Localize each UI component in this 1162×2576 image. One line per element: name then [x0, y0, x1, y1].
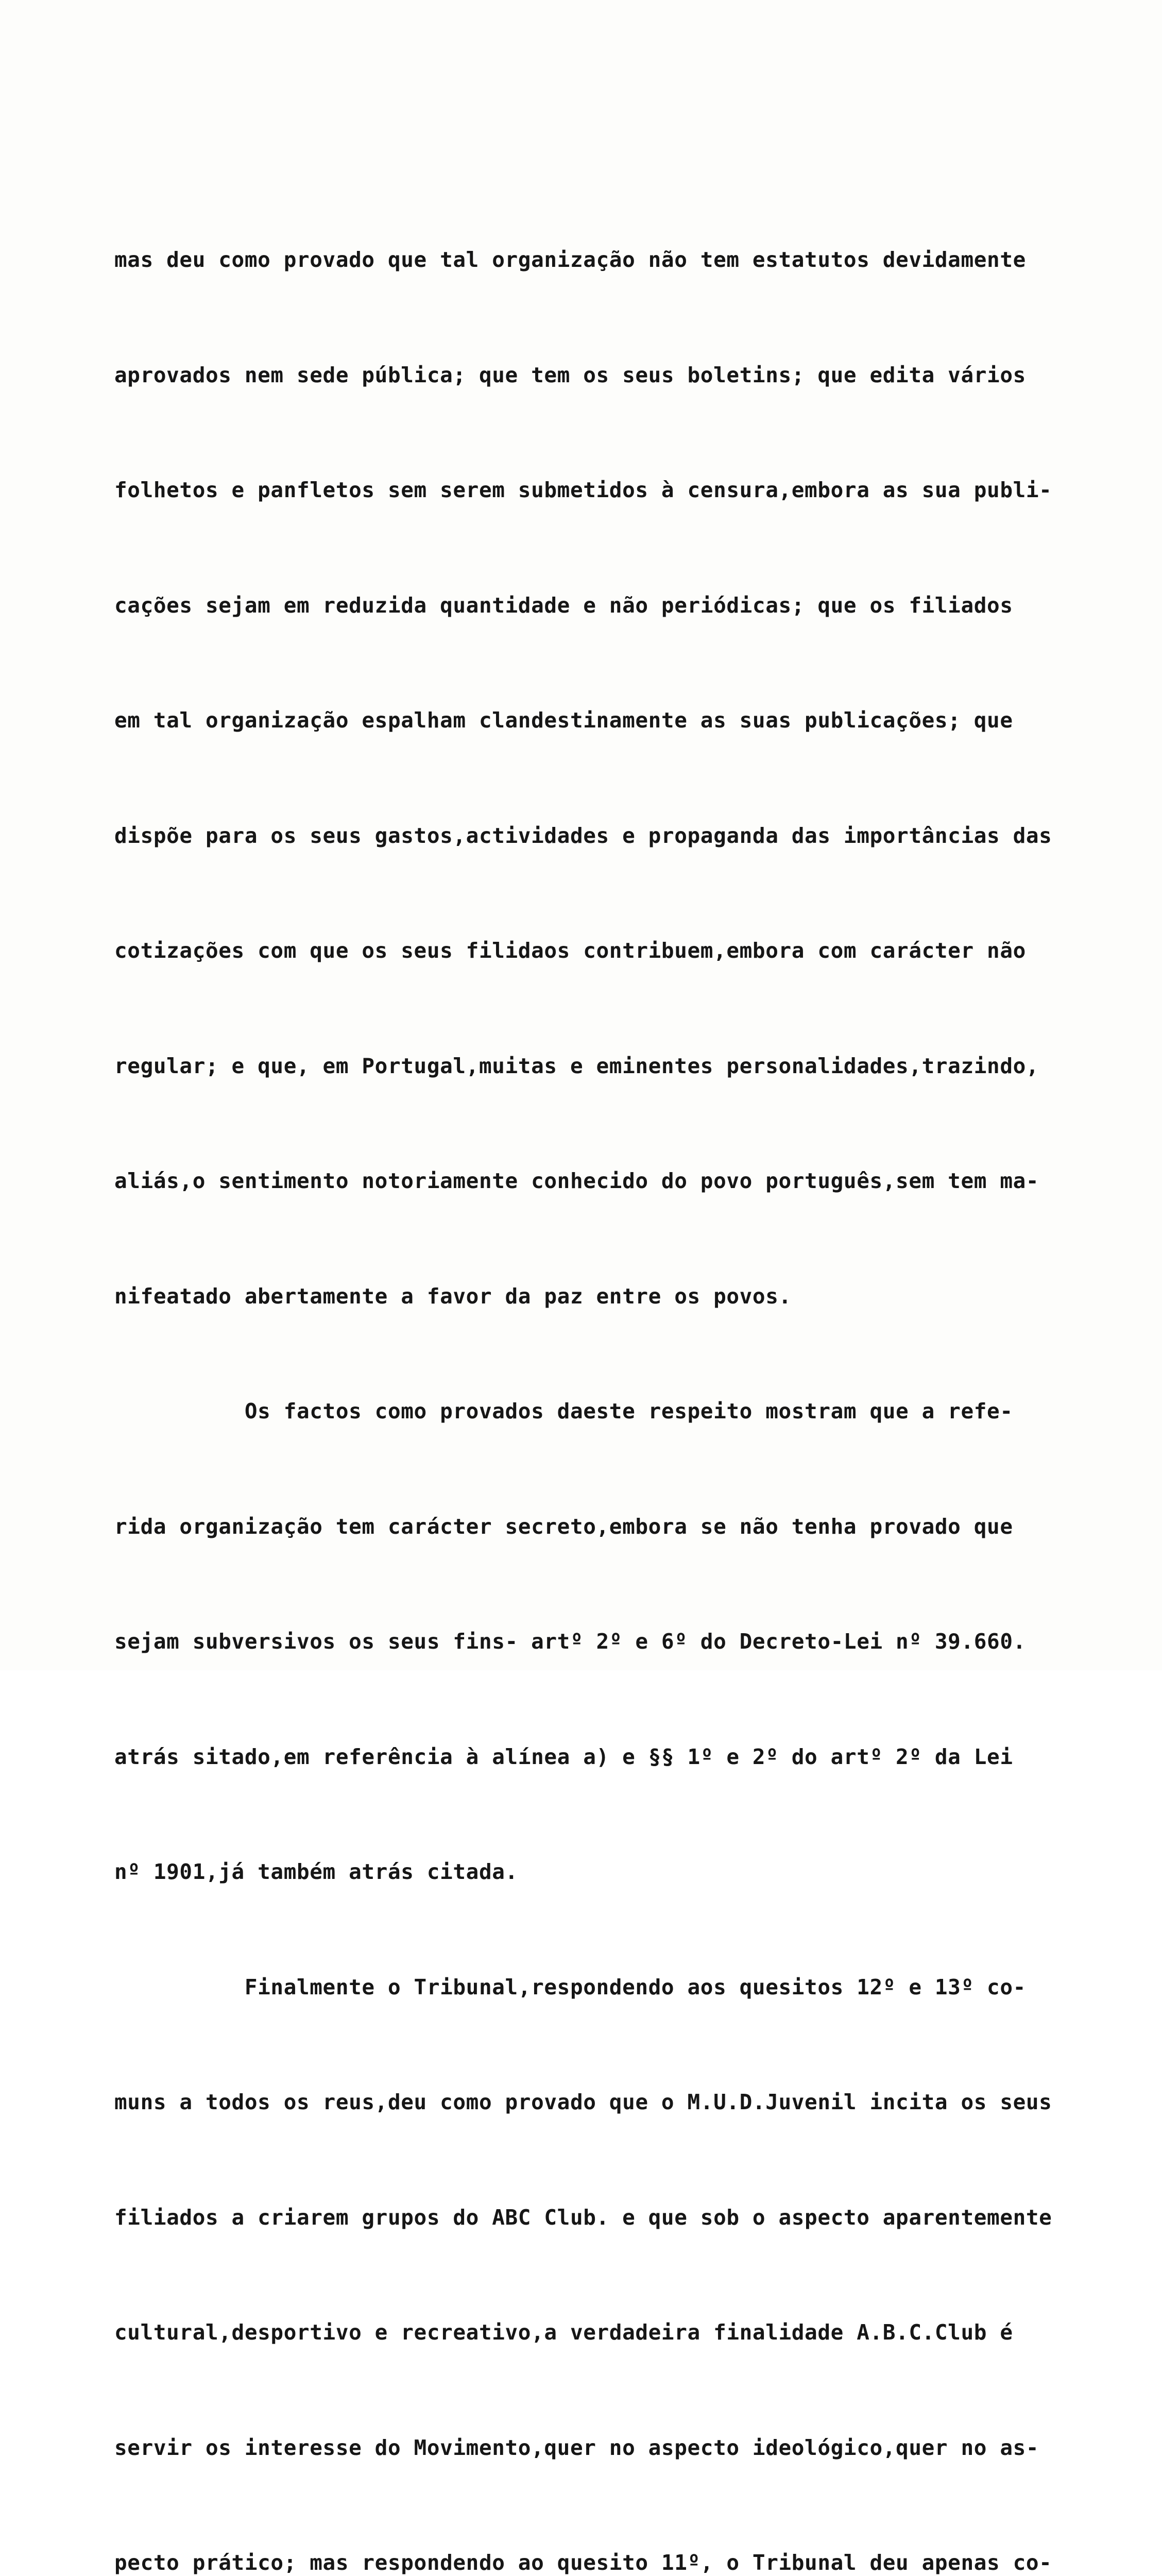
text-line: em tal organização espalham clandestinamente as suas publicações; que [114, 708, 1013, 733]
text-line: sejam subversivos os seus fins- artº 2º e 6º do Decreto-Lei nº 39.660. [114, 1629, 1026, 1654]
text-line: nº 1901,já também atrás citada. [114, 1859, 518, 1884]
text-line: nifeatado abertamente a favor da paz entre os povos. [114, 1283, 792, 1309]
text-line: aprovados nem sede pública; que tem os seus boletins; que edita vários [114, 362, 1026, 387]
text-line: cações sejam em reduzida quantidade e não periódicas; que os filiados [114, 592, 1013, 618]
text-line: Os factos como provados daeste respeito mostram que a refe- [114, 1399, 1013, 1423]
text-line: muns a todos os reus,deu como provado que o M.U.D.Juvenil incita os seus [114, 2090, 1052, 2114]
text-line: mas deu como provado que tal organização não tem estatutos devidamente [114, 247, 1026, 272]
text-line: filiados a criarem grupos do ABC Club. e que sob o aspecto aparentemente [114, 2205, 1052, 2230]
text-line: pecto prático; mas respondendo ao quesito 11º, o Tribunal deu apenas co- [114, 2550, 1052, 2575]
typewritten-text [114, 164, 1103, 2576]
text-line: servir os interesse do Movimento,quer no aspecto ideológico,quer no as- [114, 2435, 1039, 2460]
text-line: regular; e que, em Portugal,muitas e eminentes personalidades,trazindo, [114, 1053, 1039, 1078]
text-line: rida organização tem carácter secreto,embora se não tenha provado que [114, 1514, 1013, 1539]
text-line: folhetos e panfletos sem serem submetidos à censura,embora as sua publi- [114, 478, 1052, 502]
text-line: Finalmente o Tribunal,respondendo aos quesitos 12º e 13º co- [114, 1974, 1026, 1999]
text-line: dispõe para os seus gastos,actividades e propaganda das importâncias das [114, 823, 1052, 848]
text-line: atrás sitado,em referência à alínea a) e §§ 1º e 2º do artº 2º da Lei [114, 1744, 1013, 1769]
text-line: cultural,desportivo e recreativo,a verdadeira finalidade A.B.C.Club é [114, 2320, 1013, 2345]
text-line: aliás,o sentimento notoriamente conhecido do povo português,sem tem ma- [114, 1168, 1039, 1193]
text-line: cotizações com que os seus filidaos contribuem,embora com carácter não [114, 938, 1026, 963]
